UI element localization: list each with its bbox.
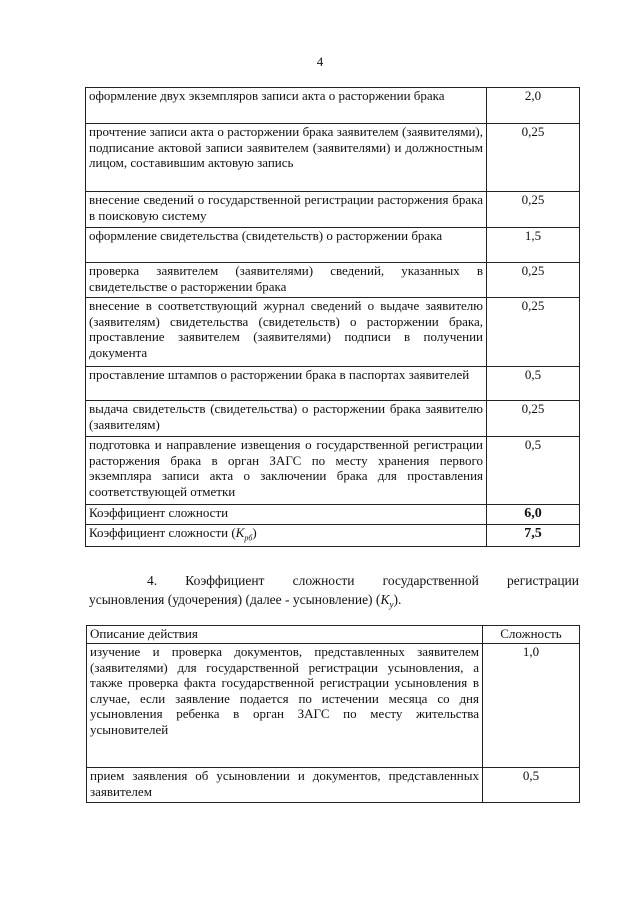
complexity-value: 0,25	[487, 298, 580, 367]
total-value: 6,0	[487, 505, 580, 525]
section-4-heading	[89, 571, 579, 615]
table-row	[86, 367, 580, 401]
table-row	[86, 124, 580, 192]
section-4-line-1: 4. Коэффициент сложности государственной регистрации	[147, 573, 579, 588]
table-row	[86, 298, 580, 367]
action-description: оформление свидетельства (свидетельств) о расторжении брака	[86, 228, 487, 263]
action-description: проставление штампов о расторжении брака в паспортах заявителей	[86, 367, 487, 401]
complexity-value: 2,0	[487, 88, 580, 124]
complexity-value: 0,25	[487, 401, 580, 437]
action-description: изучение и проверка документов, представленных заявителем (заявителями) для государственной регистрации усыновления, а также проверка факта государственной регистрации усыновления в случае, если заявление подается по истечении месяца со дня усыновления ребенка в орган ЗАГС по месту жительства усыновителей	[87, 644, 483, 768]
action-description: прочтение записи акта о расторжении брака заявителем (заявителями), подписание актовой записи заявителем (заявителями) и должностным лицом, составившим актовую запись	[86, 124, 487, 192]
table-header-row	[87, 626, 580, 644]
action-description: внесение в соответствующий журнал сведений о выдаче заявителю (заявителям) свидетельства (свидетельств) о расторжении брака, проставление заявителем (заявителями) подписи в получении документа	[86, 298, 487, 367]
complexity-value: 0,25	[487, 192, 580, 228]
coefficient-label: Коэффициент сложности $(K_{рб})$	[86, 525, 487, 547]
coefficient-value: 7,5	[487, 525, 580, 547]
table-row	[86, 437, 580, 505]
action-description: внесение сведений о государственной регистрации расторжения брака в поисковую систему	[86, 192, 487, 228]
action-description: проверка заявителем (заявителями) сведений, указанных в свидетельстве о расторжении брака	[86, 263, 487, 298]
table-row	[87, 768, 580, 803]
table-row	[86, 263, 580, 298]
total-row	[86, 505, 580, 525]
complexity-value: 1,5	[487, 228, 580, 263]
action-description: выдача свидетельств (свидетельства) о расторжении брака заявителю (заявителям)	[86, 401, 487, 437]
adoption-registration-table	[86, 625, 580, 803]
page-number: 4	[316, 54, 324, 69]
table-row	[86, 192, 580, 228]
complexity-value: 1,0	[483, 644, 580, 768]
complexity-value: 0,5	[487, 437, 580, 505]
complexity-value: 0,5	[483, 768, 580, 803]
complexity-value: 0,5	[487, 367, 580, 401]
header-complexity: Сложность	[483, 626, 580, 644]
table-row	[86, 228, 580, 263]
action-description: подготовка и направление извещения о государственной регистрации расторжения брака в орган ЗАГС по месту хранения первого экземпляра записи акта о заключении брака для проставления соответствующей отметки	[86, 437, 487, 505]
divorce-registration-table	[85, 87, 580, 547]
table-row	[86, 401, 580, 437]
coefficient-row	[86, 525, 580, 547]
complexity-value: 0,25	[487, 263, 580, 298]
total-label: Коэффициент сложности	[86, 505, 487, 525]
action-description: прием заявления об усыновлении и документов, представленных заявителем	[87, 768, 483, 803]
header-description: Описание действия	[87, 626, 483, 644]
table-row	[87, 644, 580, 768]
complexity-value: 0,25	[487, 124, 580, 192]
action-description: оформление двух экземпляров записи акта о расторжении брака	[86, 88, 487, 124]
table-row	[86, 88, 580, 124]
section-4-line-2: усыновления (удочерения) (далее - усыновление) $(K_у)$.	[89, 592, 402, 610]
